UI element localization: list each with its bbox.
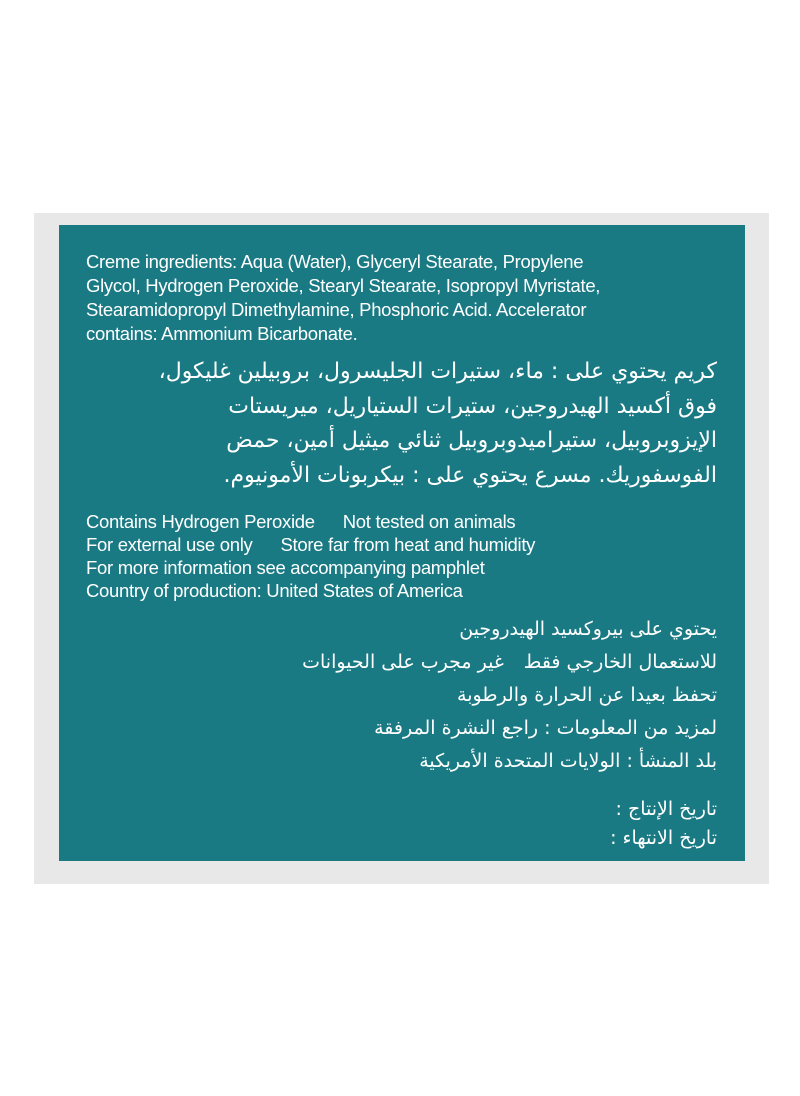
country-of-production-ar: بلد المنشأ : الولايات المتحدة الأمريكية bbox=[419, 750, 717, 772]
peroxide-warning-ar: يحتوي على بيروكسيد الهيدروجين bbox=[459, 618, 717, 640]
ingredients-en-line: Stearamidopropyl Dimethylamine, Phosphoric Acid. Accelerator bbox=[86, 299, 587, 320]
info-en-line bbox=[86, 510, 535, 533]
ingredients-ar-line: فوق أكسيد الهيدروجين، ستيرات الستياريل، ميريستات bbox=[228, 393, 717, 419]
ingredients-en-line: Creme ingredients: Aqua (Water), Glyceryl Stearate, Propylene bbox=[86, 251, 584, 272]
info-ar-line bbox=[302, 646, 717, 679]
storage-note-ar: تحفظ بعيدا عن الحرارة والرطوبة bbox=[457, 684, 717, 706]
label-card bbox=[34, 213, 769, 884]
dates-arabic bbox=[610, 795, 717, 853]
ingredients-en-line: Glycol, Hydrogen Peroxide, Stearyl Stearate, Isopropyl Myristate, bbox=[86, 275, 601, 296]
info-en-line bbox=[86, 533, 535, 556]
external-use-note: For external use only bbox=[86, 534, 253, 555]
production-date-label: تاريخ الإنتاج : bbox=[615, 798, 717, 820]
external-use-note-ar: للاستعمال الخارجي فقط bbox=[523, 651, 717, 673]
ingredients-ar-line: كريم يحتوي على : ماء، ستيرات الجليسرول، بروبيلين غليكول، bbox=[158, 359, 717, 384]
ingredients-en-line: contains: Ammonium Bicarbonate. bbox=[86, 323, 358, 344]
more-info-note-ar: لمزيد من المعلومات : راجع النشرة المرفقة bbox=[374, 717, 717, 739]
ingredients-arabic bbox=[159, 355, 717, 493]
peroxide-warning: Contains Hydrogen Peroxide bbox=[86, 511, 315, 532]
expiry-date-label: تاريخ الانتهاء : bbox=[610, 827, 717, 849]
storage-note: Store far from heat and humidity bbox=[280, 534, 536, 555]
ingredients-ar-line: الإيزوبروبيل، ستيراميدوبروبيل ثنائي ميثيل أمين، حمض bbox=[226, 428, 717, 453]
info-english bbox=[86, 510, 535, 602]
more-info-note: For more information see accompanying pamphlet bbox=[86, 557, 485, 578]
info-arabic bbox=[302, 613, 717, 778]
ingredients-panel bbox=[59, 225, 745, 861]
not-tested-note-ar: غير مجرب على الحيوانات bbox=[302, 651, 504, 673]
ingredients-english bbox=[86, 250, 600, 346]
not-tested-note: Not tested on animals bbox=[342, 511, 516, 532]
ingredients-ar-line: الفوسفوريك. مسرع يحتوي على : بيكربونات الأمونيوم. bbox=[223, 462, 717, 488]
country-of-production: Country of production: United States of America bbox=[86, 580, 463, 601]
